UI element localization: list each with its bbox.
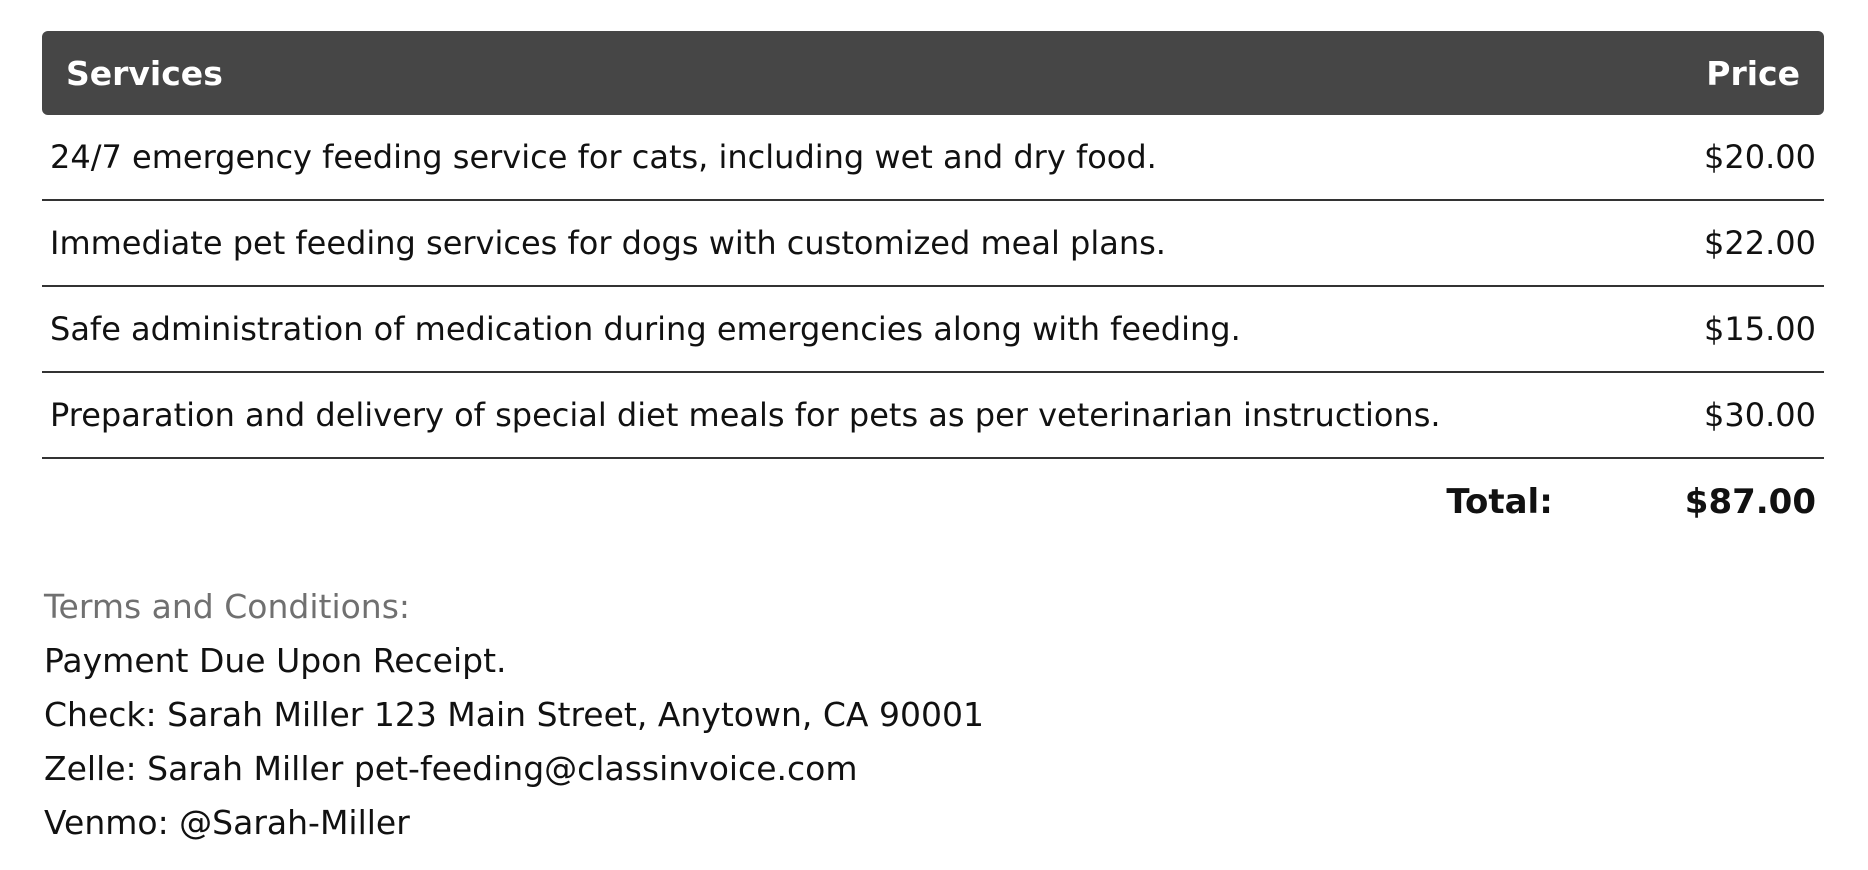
service-price: $30.00 xyxy=(1704,396,1816,434)
service-price: $15.00 xyxy=(1704,310,1816,348)
header-services: Services xyxy=(66,53,223,93)
table-row xyxy=(42,201,1824,287)
terms-section xyxy=(44,580,1244,850)
service-price: $22.00 xyxy=(1704,224,1816,262)
total-row xyxy=(42,459,1824,545)
total-label: Total: xyxy=(1446,482,1553,522)
service-description: 24/7 emergency feeding service for cats, including wet and dry food. xyxy=(50,138,1157,176)
terms-line: Zelle: Sarah Miller pet-feeding@classinvoice.com xyxy=(44,749,858,788)
table-header xyxy=(42,31,1824,115)
service-price: $20.00 xyxy=(1704,138,1816,176)
service-description: Preparation and delivery of special diet meals for pets as per veterinarian instructions. xyxy=(50,396,1441,434)
table-row xyxy=(42,373,1824,459)
total-value: $87.00 xyxy=(1684,482,1816,522)
table-row xyxy=(42,287,1824,373)
terms-title: Terms and Conditions: xyxy=(44,587,411,626)
table-row xyxy=(42,115,1824,201)
terms-line: Payment Due Upon Receipt. xyxy=(44,641,507,680)
service-description: Immediate pet feeding services for dogs with customized meal plans. xyxy=(50,224,1166,262)
header-price: Price xyxy=(1706,53,1800,93)
services-table xyxy=(42,31,1824,545)
terms-line: Venmo: @Sarah-Miller xyxy=(44,803,410,842)
service-description: Safe administration of medication during emergencies along with feeding. xyxy=(50,310,1241,348)
terms-line: Check: Sarah Miller 123 Main Street, Anytown, CA 90001 xyxy=(44,695,984,734)
